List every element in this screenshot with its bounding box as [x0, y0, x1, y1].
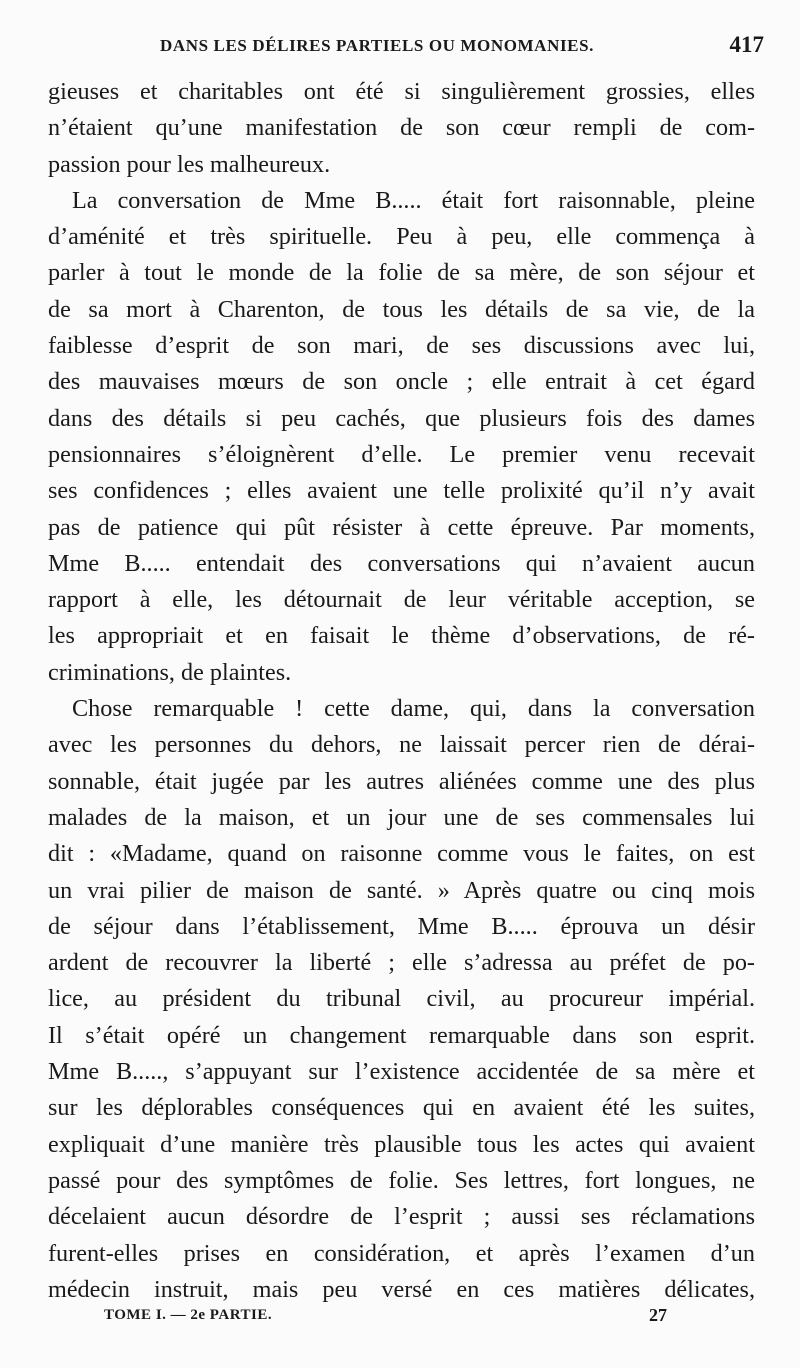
text-line: sur les déplorables conséquences qui en avaient été les suites, — [48, 1094, 755, 1122]
text-line: les appropriait et en faisait le thème d’observations, de ré- — [48, 622, 755, 650]
text-line: Chose remarquable ! cette dame, qui, dans la conversation — [72, 695, 755, 723]
text-line: de sa mort à Charenton, de tous les détails de sa vie, de la — [48, 295, 755, 323]
text-line: passé pour des symptômes de folie. Ses lettres, fort longues, ne — [48, 1166, 755, 1194]
text-line: avec les personnes du dehors, ne laissait percer rien de dérai- — [48, 731, 755, 759]
signature-mark: TOME I. — 2e PARTIE. — [104, 1307, 273, 1323]
page-number: 417 — [729, 32, 764, 57]
text-line: Il s’était opéré un changement remarquable dans son esprit. — [48, 1021, 755, 1049]
text-line: malades de la maison, et un jour une de ses commensales lui — [48, 803, 755, 831]
text-line: des mauvaises mœurs de son oncle ; elle entrait à cet égard — [48, 368, 755, 396]
text-line: de séjour dans l’établissement, Mme B..... éprouva un désir — [48, 912, 755, 940]
text-line: faiblesse d’esprit de son mari, de ses discussions avec lui, — [48, 332, 755, 360]
text-line: ardent de recouvrer la liberté ; elle s’adressa au préfet de po- — [48, 949, 755, 977]
text-line: médecin instruit, mais peu versé en ces matières délicates, — [48, 1275, 755, 1303]
text-line: lice, au président du tribunal civil, au procureur impérial. — [48, 985, 755, 1013]
text-line: décelaient aucun désordre de l’esprit ; aussi ses réclamations — [48, 1203, 755, 1231]
text-line: d’aménité et très spirituelle. Peu à peu, elle commença à — [48, 223, 755, 251]
text-line: furent-elles prises en considération, et après l’examen d’un — [48, 1239, 755, 1267]
text-line: n’étaient qu’une manifestation de son cœur rempli de com- — [48, 114, 755, 142]
text-line: Mme B..... entendait des conversations qui n’avaient aucun — [48, 549, 755, 577]
text-line: criminations, de plaintes. — [48, 658, 292, 686]
text-line: pas de patience qui pût résister à cette épreuve. Par moments, — [48, 513, 755, 541]
page-footer — [0, 1307, 800, 1335]
text-line: ses confidences ; elles avaient une telle prolixité qu’il n’y avait — [48, 477, 755, 505]
text-line: parler à tout le monde de la folie de sa mère, de son séjour et — [48, 259, 755, 287]
body-text — [48, 74, 755, 1308]
text-line: un vrai pilier de maison de santé. » Après quatre ou cinq mois — [48, 876, 755, 904]
text-line: passion pour les malheureux. — [48, 150, 331, 178]
text-line: sonnable, était jugée par les autres aliénées comme une des plus — [48, 767, 755, 795]
text-line: gieuses et charitables ont été si singulièrement grossies, elles — [48, 78, 755, 105]
text-line: La conversation de Mme B..... était fort raisonnable, pleine — [72, 186, 755, 214]
text-line: pensionnaires s’éloignèrent d’elle. Le premier venu recevait — [48, 440, 755, 468]
sheet-number: 27 — [649, 1305, 667, 1325]
running-head — [0, 32, 800, 66]
text-line: rapport à elle, les détournait de leur véritable acception, se — [48, 586, 755, 614]
text-line: Mme B....., s’appuyant sur l’existence accidentée de sa mère et — [48, 1058, 755, 1086]
text-line: dans des détails si peu cachés, que plusieurs fois des dames — [48, 404, 755, 432]
text-line: expliquait d’une manière très plausible tous les actes qui avaient — [48, 1130, 755, 1158]
running-title: DANS LES DÉLIRES PARTIELS OU MONOMANIES. — [160, 36, 595, 55]
text-line: dit : «Madame, quand on raisonne comme vous le faites, on est — [48, 840, 755, 868]
